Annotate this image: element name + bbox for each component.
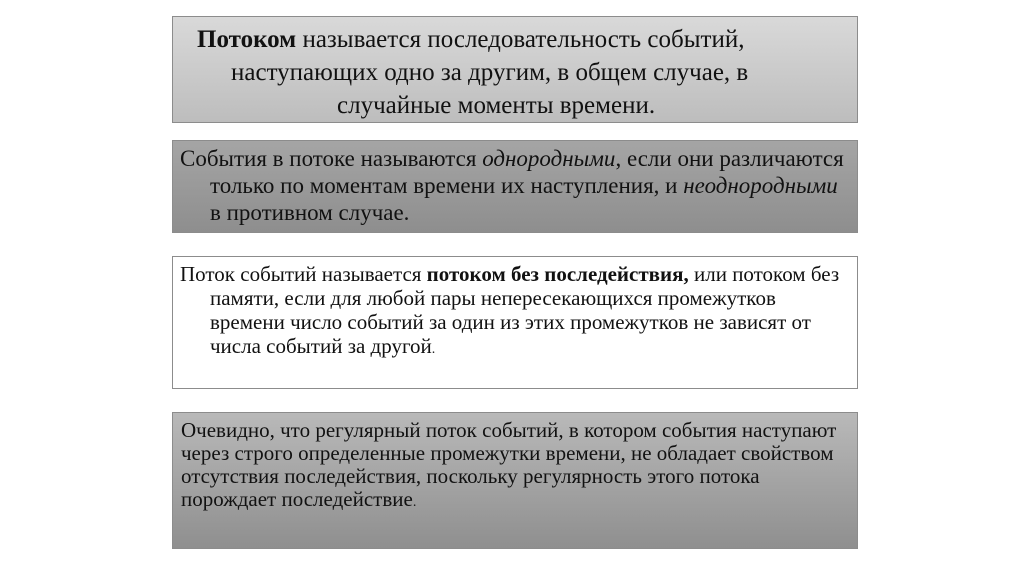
box4-paragraph: Очевидно, что регулярный поток событий, в котором события наступают через строго определенные промежутки времени, не обладает свойством отсутствия последействия, поскольку регулярность этого потока порождает последействие.: [181, 418, 837, 511]
box1-line3: случайные моменты времени.: [337, 92, 656, 119]
term-flow: Потоком: [197, 26, 297, 53]
box2-paragraph: События в потоке называются однородными, если они различаются только по моментам времени их наступления, и неоднородными в противном случае.: [180, 146, 844, 225]
term-homogeneous: однородными: [482, 146, 616, 171]
homogeneous-events-box: [172, 140, 858, 233]
box1-line2: наступающих одно за другим, в общем случае, в: [231, 59, 749, 86]
definition-flow-box: [172, 16, 858, 123]
regular-flow-box: [172, 412, 858, 549]
term-heterogeneous: неоднородными: [683, 173, 838, 198]
box3-paragraph: Поток событий называется потоком без последействия, или потоком без памяти, если для любой пары непересекающихся промежутков времени число событий за один из этих промежутков не зависят от числа событий за другой.: [180, 262, 840, 358]
box1-line1: Потоком называется последовательность событий,: [197, 26, 745, 53]
term-no-aftereffect: потоком без последействия,: [426, 262, 689, 286]
no-aftereffect-box: [172, 256, 858, 389]
